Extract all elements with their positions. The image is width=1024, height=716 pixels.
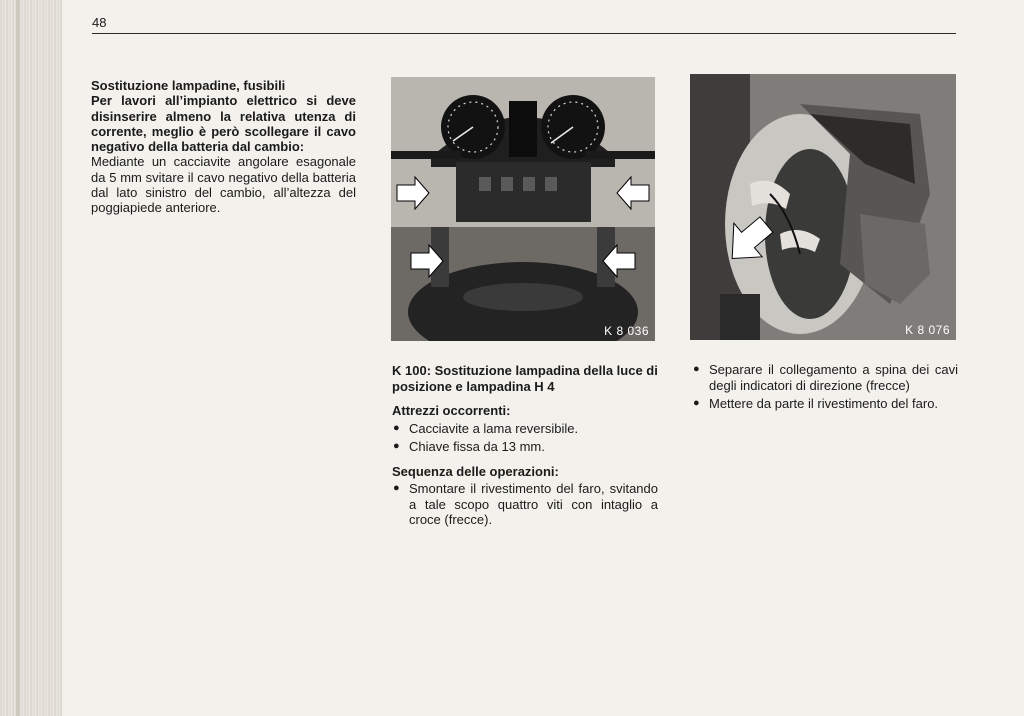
tools-list xyxy=(392,421,658,455)
procedure-heading: K 100: Sostituzione lampadina della luce di posizione e lampadina H 4 xyxy=(392,363,658,394)
list-item: ● Chiave fissa da 13 mm. xyxy=(393,439,545,454)
warning-paragraph: Per lavori all’impianto elettrico si deve disinserire almeno la relativa utenza di corrente, meglio è però scollegare il cavo negativo della batteria dal cambio: xyxy=(91,93,356,155)
photo-label: K 8 036 xyxy=(604,324,649,338)
steps-heading: Sequenza delle operazioni: xyxy=(392,463,559,479)
bullet-icon: ● xyxy=(393,440,400,452)
instruction-paragraph: Mediante un cacciavite angolare esagonale da 5 mm svitare il cavo negativo della batteria dal lato sinistro del cambio, all’altezza del poggiapiede anteriore. xyxy=(91,154,356,216)
list-item: ● Smontare il rivestimento del faro, svitando a tale scopo quattro viti con intaglio a croce (frecce). xyxy=(393,481,658,527)
photo-headlight-fairing xyxy=(690,74,956,340)
bullet-icon: ● xyxy=(693,397,700,409)
headlight-fairing-illustration xyxy=(690,74,956,340)
photo-instrument-cluster xyxy=(391,77,655,341)
list-item: ● Separare il collegamento a spina dei cavi degli indicatori di direzione (frecce) xyxy=(693,362,958,393)
book-page-edges xyxy=(0,0,62,716)
bullet-icon: ● xyxy=(393,482,400,494)
instrument-cluster-illustration xyxy=(391,77,655,341)
bullet-icon: ● xyxy=(693,363,700,375)
section-title: Sostituzione lampadine, fusibili xyxy=(91,78,286,93)
page-number: 48 xyxy=(92,15,107,30)
list-item: ● Mettere da parte il rivestimento del faro. xyxy=(693,396,939,411)
steps-list xyxy=(392,481,658,528)
tools-heading: Attrezzi occorrenti: xyxy=(392,403,511,418)
column-2 xyxy=(392,363,658,531)
column-1 xyxy=(91,78,356,216)
photo-label: K 8 076 xyxy=(905,323,950,337)
header-rule xyxy=(92,33,956,34)
list-item: ● Cacciavite a lama reversibile. xyxy=(393,420,579,436)
steps-list-continued xyxy=(692,362,958,412)
bullet-icon: ● xyxy=(393,421,400,434)
column-3 xyxy=(692,362,958,415)
